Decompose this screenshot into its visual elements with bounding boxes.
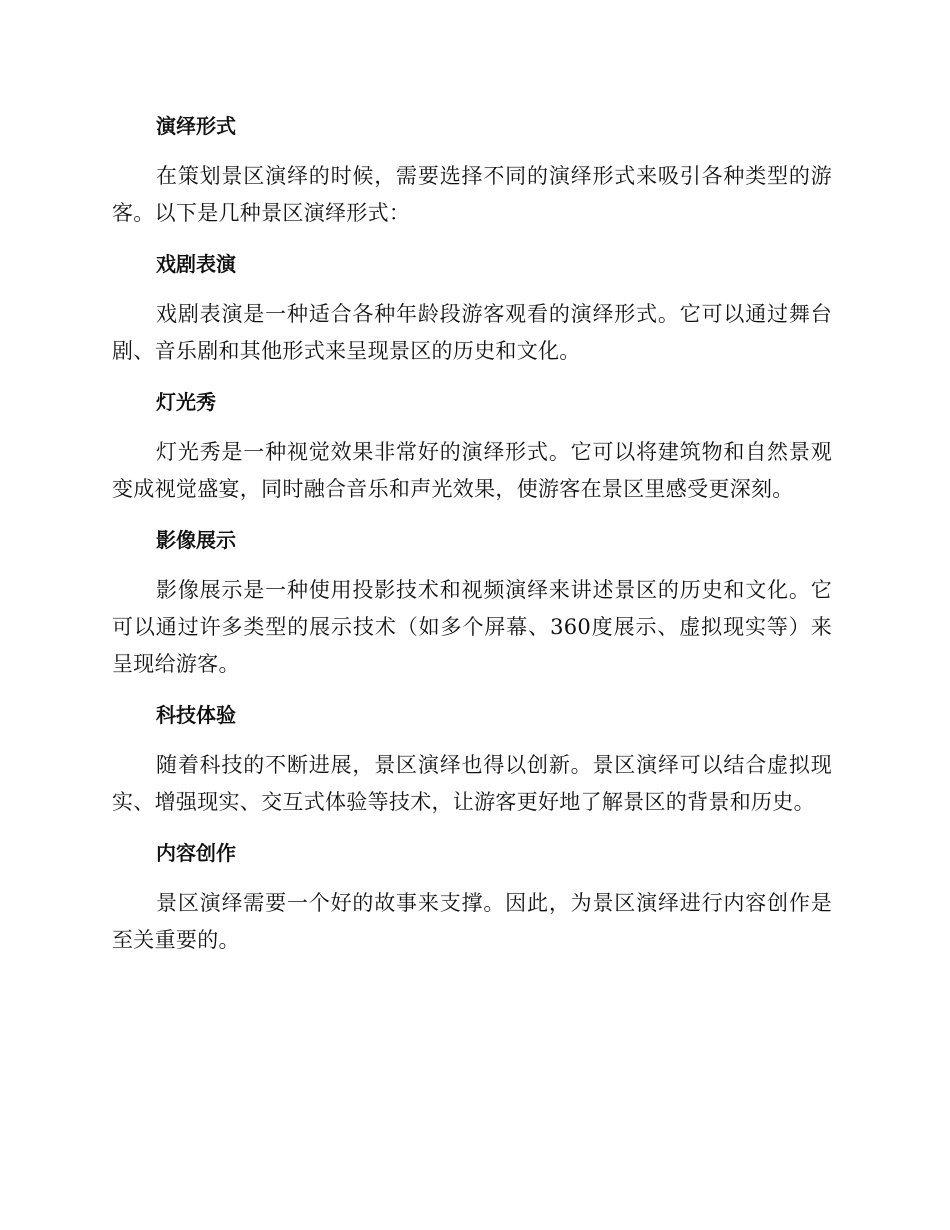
section-tech-experience <box>112 695 832 821</box>
section-heading: 演绎形式 <box>156 114 236 138</box>
section-heading: 内容创作 <box>156 841 236 865</box>
section-paragraph: 影像展示是一种使用投影技术和视频演绎来讲述景区的历史和文化。它可以通过许多类型的展示技术（如多个屏幕、360度展示、虚拟现实等）来呈现给游客。 <box>112 578 832 676</box>
section-heading: 科技体验 <box>156 703 236 727</box>
section-performance-forms <box>112 106 832 232</box>
section-heading: 影像展示 <box>156 528 236 552</box>
document-page <box>112 106 832 971</box>
section-paragraph: 在策划景区演绎的时候，需要选择不同的演绎形式来吸引各种类型的游客。以下是几种景区演绎形式： <box>112 164 832 225</box>
section-light-show <box>112 382 832 508</box>
section-heading: 灯光秀 <box>156 390 216 414</box>
section-heading: 戏剧表演 <box>156 252 236 276</box>
section-paragraph: 景区演绎需要一个好的故事来支撑。因此，为景区演绎进行内容创作是至关重要的。 <box>112 891 832 952</box>
section-drama <box>112 244 832 370</box>
section-content-creation <box>112 833 832 959</box>
section-paragraph: 随着科技的不断进展，景区演绎也得以创新。景区演绎可以结合虚拟现实、增强现实、交互式体验等技术，让游客更好地了解景区的背景和历史。 <box>112 753 832 814</box>
section-paragraph: 灯光秀是一种视觉效果非常好的演绎形式。它可以将建筑物和自然景观变成视觉盛宴，同时融合音乐和声光效果，使游客在景区里感受更深刻。 <box>112 440 832 501</box>
section-paragraph: 戏剧表演是一种适合各种年龄段游客观看的演绎形式。它可以通过舞台剧、音乐剧和其他形式来呈现景区的历史和文化。 <box>112 302 832 363</box>
section-video-display <box>112 520 832 683</box>
